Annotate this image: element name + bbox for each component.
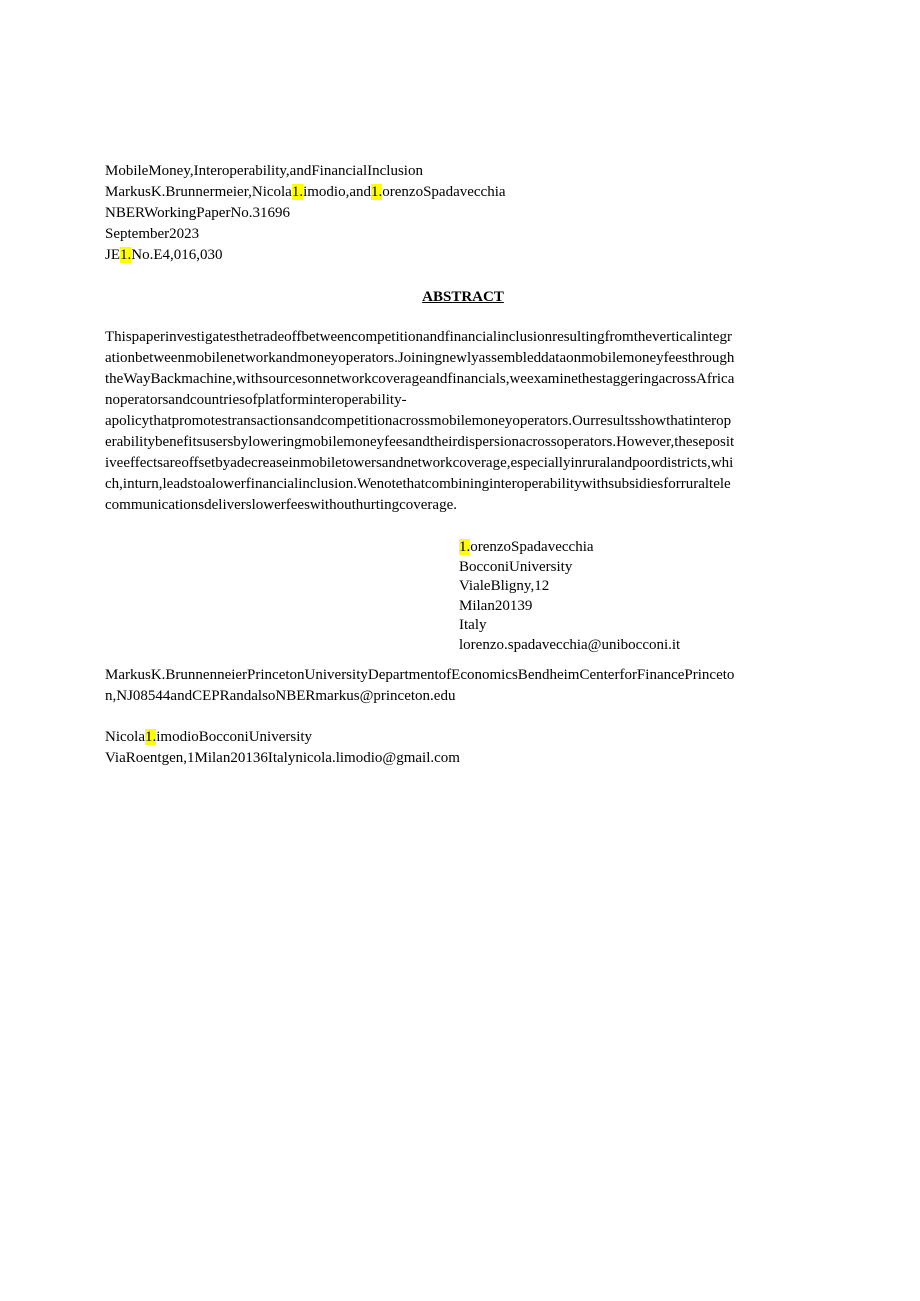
brunnermeier-address-line: MarkusK.BrunnenneierPrincetonUniversityDepartmentofEconomicsBendheimCenterforFinancePrinceto [105,667,735,683]
abstract-heading: ABSTRACT [422,289,504,305]
abstract-line: erabilitybenefitsusersbyloweringmobilemoneyfeesandtheirdispersionacrossoperators.However,theseposit [105,434,735,450]
author-street: VialeBligny,12 [459,578,550,595]
author-city: Milan20139 [459,597,533,614]
abstract-line: ationbetweenmobilenetworkandmoneyoperators.Joiningnewlyassembleddataonmobilemoneyfeesthrough [105,350,735,366]
highlight-mark: 1. [371,184,383,200]
abstract-line: iveeffectsareoffsetbyadecreaseinmobiletowersandnetworkcoverage,especiallyinruralandpoordistricts,whi [105,455,734,471]
highlight-mark: 1. [120,247,132,263]
author-list-part: imodio,and [303,184,372,200]
publication-date: September2023 [105,226,200,242]
author-list [105,182,506,203]
highlight-mark: 1. [291,184,304,200]
author-list-part: MarkusK.Brunnermeier,Nicola [105,184,292,200]
author-name-rest: orenzoSpadavecchia [470,539,594,555]
abstract-line: noperatorsandcountriesofplatforminteroperability- [105,392,407,408]
abstract-line: theWayBackmachine,withsourcesonnetworkcoverageandfinancials,weexaminethestaggeringacrossAfrica [105,371,735,387]
jel-part: No.E4,016,030 [131,247,223,263]
abstract-line: communicationsdeliverslowerfeeswithouthurtingcoverage. [105,497,457,513]
author-affiliation: BocconiUniversity [459,558,573,575]
author-name [459,538,594,558]
jel-codes [105,245,223,266]
abstract-line: apolicythatpromotestransactionsandcompetitionacrossmobilemoneyoperators.Ourresultsshowthatinterop [105,413,732,429]
limodio-address-line: ViaRoentgen,1Milan20136Italynicola.limodio@gmail.com [105,750,460,766]
brunnermeier-address-line: n,NJ08544andCEPRandalsoNBERmarkus@princeton.edu [105,688,456,704]
highlight-mark: 1. [459,539,471,555]
limodio-part: Nicola [105,729,145,745]
highlight-mark: 1. [144,729,157,745]
author-country: Italy [459,617,487,634]
abstract-line: Thispaperinvestigatesthetradeoffbetweencompetitionandfinancialinclusionresultingfromtheverticalintegr [105,329,733,345]
working-paper-number: NBERWorkingPaperNo.31696 [105,205,291,221]
limodio-address-line [105,727,312,748]
limodio-part: imodioBocconiUniversity [156,729,313,745]
author-list-part: orenzoSpadavecchia [382,184,506,200]
jel-part: JE [105,247,120,263]
abstract-line: ch,inturn,leadstoalowerfinancialinclusion.Wenotethatcombininginteroperabilitywithsubsidiesforruraltele [105,476,731,492]
paper-title: MobileMoney,Interoperability,andFinancialInclusion [105,163,423,179]
author-email: lorenzo.spadavecchia@unibocconi.it [459,637,681,653]
